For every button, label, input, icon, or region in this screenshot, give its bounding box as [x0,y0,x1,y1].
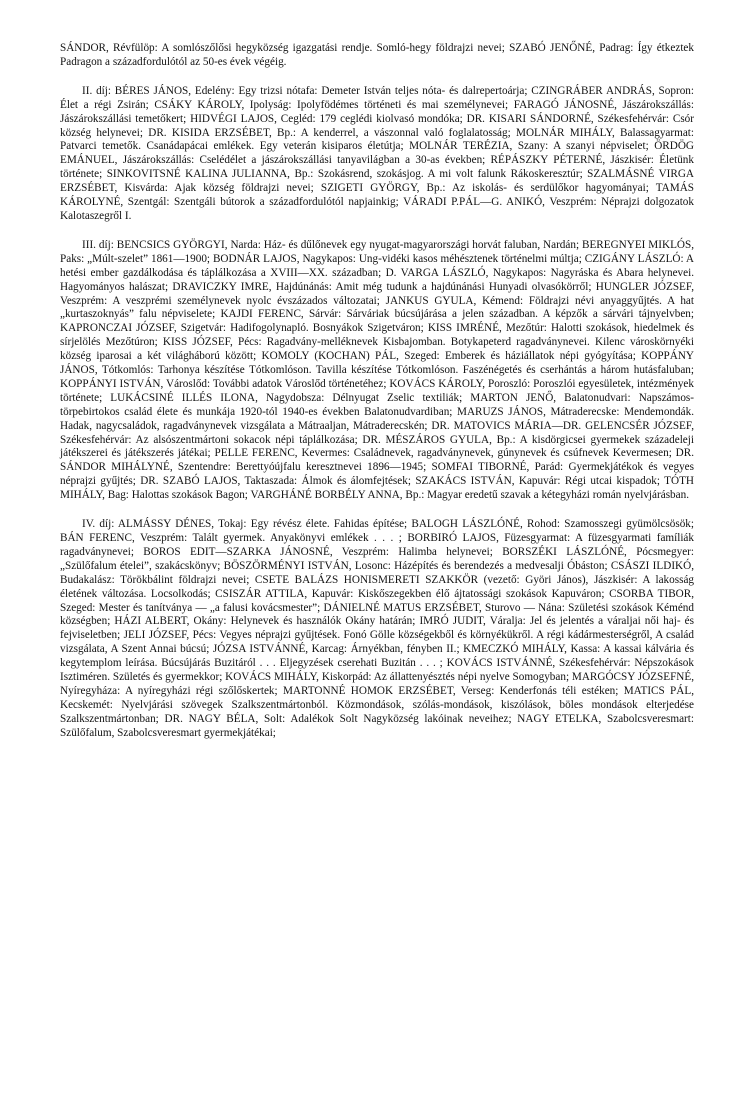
paragraph-fourth-prize: IV. díj: ALMÁSSY DÉNES, Tokaj: Egy révész élete. Fahidas építése; BALOGH LÁSZLÓNÉ, Rohod: Szamosszegi gyümölcsösök; BÁN FERENC, Veszprém: Talált gyermek. Anyakönyvi emlékek . . . ; BORBIRÓ LAJOS, Füzesgyarmat: A füzesgyarmati famíliák ragadványnevei; BOROS EDIT—SZARKA JÁNOSNÉ, Veszprém: Halimba helynevei; BORSZÉKI LÁSZLÓNÉ, Pócsmegyer: „Szülőfalum ételei”, szakácskönyv; BÖSZÖRMÉNYI ISTVÁN, Losonc: Házépítés és berendezés a medvesalji Óbáston; CSÁSZI ILDIKÓ, Budakalász: Törökbálint földrajzi nevei; CSETE BALÁZS HONISMERETI SZAKKÖR (vezető: Györi János), Jászkisér: A lakosság életének változása. Locsolkodás; CSISZÁR ATTILA, Kapuvár: Kiskőszegekben élő ájtatossági szokások Kapuváron; CSORBA TIBOR, Szeged: Mester és tanítványa — „a falusi kovácsmester”; DÁNIELNÉ MATUS ERZSÉBET, Sturovo — Nána: Születési szokások Kéménd községben; HÁZI ALBERT, Okány: Helynevek és használók Okány határán; IMRÓ JUDIT, Váralja: Jel és jelentés a váraljai női haj- és fejviseletben; JELI JÓZSEF, Pécs: Vegyes néprajzi gyűjtések. Fonó Gölle községekből és környékükről. A régi kádármesterségről, A család vizsgálata, A Szent Annai búcsú; JÓZSA ISTVÁNNÉ, Karcag: Árnyékban, fényben II.; KMECZKÓ MIHÁLY, Kassa: A kassai kálvária és kegytemplom leírása. Búcsújárás Buzitáról . . . Eljegyzések cserehati Buzitán . . . ; KOVÁCS ISTVÁNNÉ, Székesfehérvár: Népszokások Isztiméren. Születés és gyermekkor; KOVÁCS MIHÁLY, Kiskorpád: Az állattenyésztés népi nyelve Somogyban; MARGÓCSY JÓZSEFNÉ, Nyíregyháza: A nyíregyházi régi szőlőskertek; MARTONNÉ HOMOK ERZSÉBET, Verseg: Kenderfonás téli estéken; MATICS PÁL, Kecskemét: Nyelvjárási szövegek Szalkszentmártonból. Közmondások, szólás-mondások, kiszólások, böles mondások elterjedése Szalkszentmártonban; DR. NAGY BÉLA, Solt: Adalékok Solt Nagyközség lakóinak neveihez; NAGY ETELKA, Szabolcsveresmart: Szülőfalum, Szabolcsveresmart gyermekjátékai; [60,518,694,739]
document-page [60,42,694,741]
paragraph-continuation: SÁNDOR, Révfülöp: A somlószőlősi hegyközség igazgatási rendje. Somló-hegy földrajzi nevei; SZABÓ JENŐNÉ, Padrag: Így étkeztek Padragon a századfordulótól az 50-es évek végéig. [60,42,694,68]
paragraph-third-prize: III. díj: BENCSICS GYÖRGYI, Narda: Ház- és dűlőnevek egy nyugat-magyarországi horvát faluban, Nardán; BEREGNYEI MIKLÓS, Paks: „Múlt-szelet” 1861—1900; BODNÁR LAJOS, Nagykapos: Ung-vidéki kasos méhésztenek történelmi múltja; CZIGÁNY LÁSZLÓ: A hetési ember gazdálkodása és táplálkozása a XVIII—XX. században; D. VARGA LÁSZLÓ, Nagykapos: Nagyráska és Abara helynevei. Hagyományos halászat; DRAVICZKY IMRE, Hajdúnánás: Amit még tudunk a hajdúnánási Hunyadi olvasókörről; HUNGLER JÓZSEF, Veszprém: A veszprémi személynevek nyolc évszázados változatai; JANKUS GYULA, Kémend: Földrajzi névi anyaggyűjtés. A hat „kurtaszoknyás” falu népviselete; KAJDI FERENC, Sárvár: Sárváriak búcsújárása a jelen században. A képzők a sárvári tájnyelvben; KAPRONCZAI JÓZSEF, Szigetvár: Hadifogolynapló. Bosnyákok Szigetváron; KISS IMRÉNÉ, Mezőtúr: Halotti szokások, hiedelmek és sírjelölés Mezőtúron; KISS JÓZSEF, Pécs: Ragadvány-melléknevek Kisbajomban. Botykapeterd ragadványnevei. Kilenc városkörnyéki község iparosai a két világháború között; KOMOLY (KOCHAN) PÁL, Szeged: Emberek és háziállatok népi gyógyítása; KOPPÁNY JÁNOS, Tótkomlós: Tarhonya készítése Tótkomlóson. Tavilla készítése Tótkomlóson. Faszénégetés és cserhántás a három hutásfaluban; KOPPÁNYI ISTVÁN, Városlőd: További adatok Városlőd történetéhez; KOVÁCS KÁROLY, Poroszló: Poroszlói egyesületek, intézmények története; LUKÁCSINÉ ILLÉS ILONA, Nagydobsza: Délnyugat Zselic textiliák; MARTON JENŐ, Balatonudvari: Napszámos-törpebirtokos család élete és munkája 1920-tól 1940-es években Balatonudvardiban; MARUZS JÁNOS, Mátraderecske: Mendemondák. Hadak, nagycsaládok, ragadványnevek vizsgálata a Mátraaljan, Mátraderecskén; DR. MATOVICS MÁRIA—DR. GELENCSÉR JÓZSEF, Székesfehérvár: Az alsószentmártoni sokacok népi táplálkozása; DR. MÉSZÁROS GYULA, Bp.: A kisdörgicsei gyermekek századeleji játékszerei és játékszerés játékai; PELLE FERENC, Kevermes: Családnevek, ragadványnevek, gúnynevek és csúfnevek Kevermesen; DR. SÁNDOR MIHÁLYNÉ, Szentendre: Berettyóújfalu keresztnevei 1896—1945; SOMFAI TIBORNÉ, Parád: Gyermekjátékok és vegyes néprajzi gyűjtés; DR. SZABÓ LAJOS, Taktaszada: Álmok és álomfejtések; SZAKÁCS ISTVÁN, Kapuvár: Régi utcai kispadok; TÓTH MIHÁLY, Bag: Halottas szokások Bagon; VARGHÁNÉ BORBÉLY ANNA, Bp.: Magyar eredetű szavak a kétegyházi román nyelvjárásban. [60,238,694,502]
paragraph-second-prize: II. díj: BÉRES JÁNOS, Edelény: Egy trizsi nótafa: Demeter István teljes nóta- és dalrepertoárja; CZINGRÁBER ANDRÁS, Sopron: Élet a régi Zsirán; CSÁKY KÁROLY, Ipolyság: Ipolyfödémes történeti és mai személynevei; FARAGÓ JÁNOSNÉ, Jászárokszállás: Jászárokszállási temetőkert; HIDVÉGI LAJOS, Cegléd: 179 ceglédi kiolvasó mondóka; DR. KISARI SÁNDORNÉ, Székesfehérvár: Csór község helynevei; DR. KISIDA ERZSÉBET, Bp.: A kenderrel, a vászonnal való foglalatosság; MOLNÁR MIHÁLY, Balassagyarmat: Patvarci temetők. Csanádapácai emlékek. Egy veterán kisiparos életútja; MOLNÁR TERÉZIA, Szany: A szanyi népviselet; ÖRDÖG EMÁNUEL, Jászárokszállás: Cselédélet a jászárokszállási tanyavilágban a 30-as években; RÉPÁSZKY PÉTERNÉ, Jászkisér: Életünk története; SINKOVITSNÉ KALINA JULIANNA, Bp.: Szokásrend, szokásjog. A mi volt falunk Rákoskeresztúr; SZALMÁSNÉ VIRGA ERZSÉBET, Kisvárda: Ajak község földrajzi nevei; SZIGETI GYÖRGY, Bp.: Az iskolás- és serdülőkor hagyományai; TAMÁS KÁROLYNÉ, Szentgál: Szentgáli bútorok a századfordulótól napjainkig; VÁRADI P.PÁL—G. ANIKÓ, Veszprém: Néprajzi dolgozatok Kalotaszegről I. [60,84,694,222]
